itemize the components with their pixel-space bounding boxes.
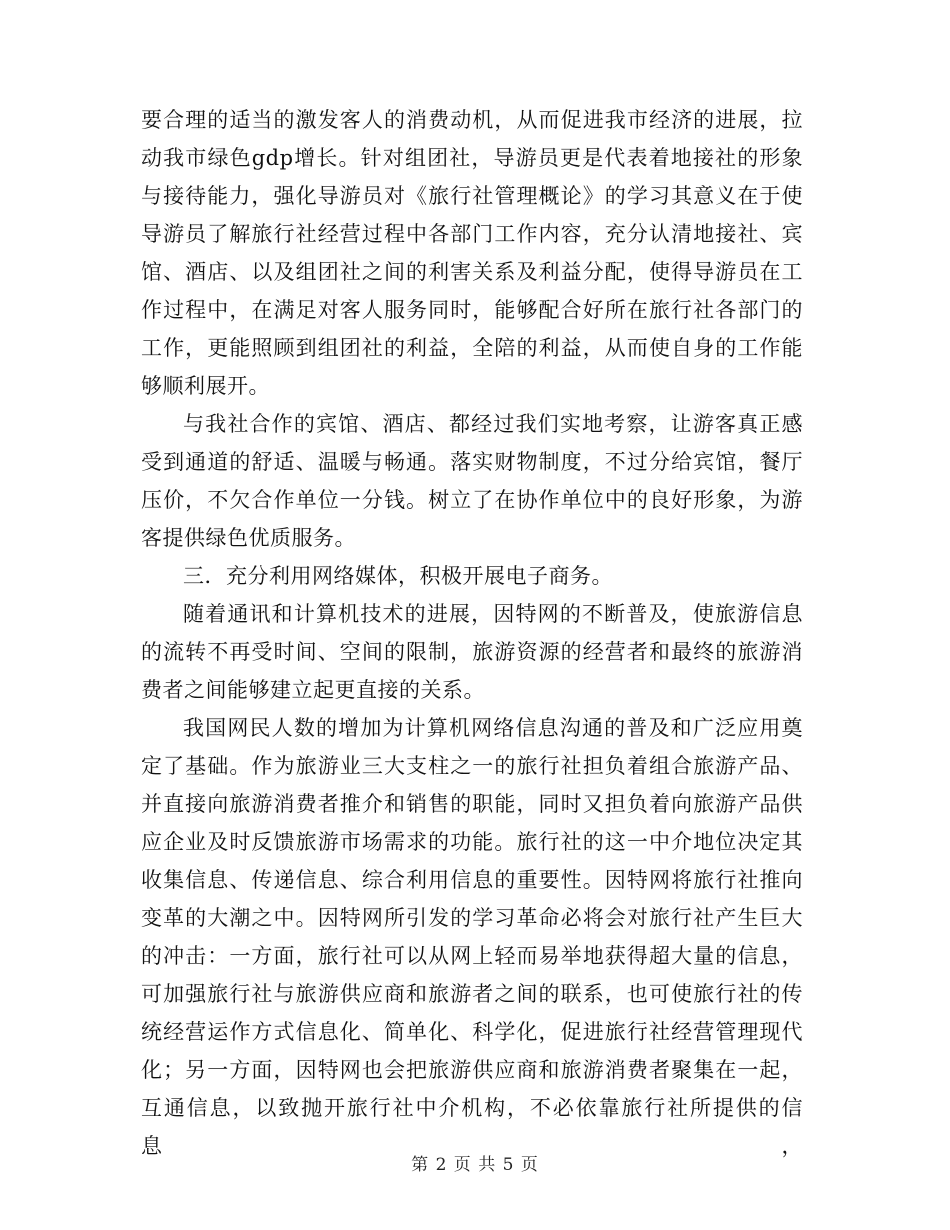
page-number-footer: 第 2 页 共 5 页 [411, 1155, 539, 1175]
text-line: 互通信息，以致抛开旅行社中介机构，不必依靠旅行社所提供的信息， [141, 1096, 803, 1158]
text-line: 化；另一方面，因特网也会把旅游供应商和旅游消费者聚集在一起， [141, 1058, 803, 1082]
text-line: 费者之间能够建立起更直接的关系。 [141, 678, 485, 702]
text-line: 与接待能力，强化导游员对《旅行社管理概论》的学习其意义在于使 [141, 184, 803, 208]
text-line: 收集信息、传递信息、综合利用信息的重要性。因特网将旅行社推向 [141, 868, 803, 892]
text-line: 受到通道的舒适、温暖与畅通。落实财物制度，不过分给宾馆，餐厅 [141, 450, 803, 474]
text-line: 要合理的适当的激发客人的消费动机，从而促进我市经济的进展，拉 [141, 108, 803, 132]
text-line: 随着通讯和计算机技术的进展，因特网的不断普及，使旅游信息 [183, 602, 803, 626]
text-line: 应企业及时反馈旅游市场需求的功能。旅行社的这一中介地位决定其 [141, 830, 803, 854]
text-line: 的流转不再受时间、空间的限制，旅游资源的经营者和最终的旅游消 [141, 640, 803, 664]
text-line: 可加强旅行社与旅游供应商和旅游者之间的联系，也可使旅行社的传 [141, 982, 803, 1006]
text-line: 工作，更能照顾到组团社的利益，全陪的利益，从而使自身的工作能 [141, 336, 803, 360]
text-line: 并直接向旅游消费者推介和销售的职能，同时又担负着向旅游产品供 [141, 792, 803, 816]
text-line: 三．充分利用网络媒体，积极开展电子商务。 [183, 564, 613, 588]
text-line: 变革的大潮之中。因特网所引发的学习革命必将会对旅行社产生巨大 [141, 906, 803, 930]
text-line: 作过程中，在满足对客人服务同时，能够配合好所在旅行社各部门的 [141, 298, 803, 322]
text-line: 统经营运作方式信息化、简单化、科学化，促进旅行社经营管理现代 [141, 1020, 803, 1044]
text-line: 与我社合作的宾馆、酒店、都经过我们实地考察，让游客真正感 [183, 412, 803, 436]
document-body [141, 101, 803, 1158]
text-line: 客提供绿色优质服务。 [141, 526, 356, 550]
text-line: 动我市绿色gdp增长。针对组团社，导游员更是代表着地接社的形象 [141, 146, 803, 170]
text-line: 馆、酒店、以及组团社之间的利害关系及利益分配，使得导游员在工 [141, 260, 803, 284]
text-line: 够顺利展开。 [141, 374, 270, 398]
text-line: 导游员了解旅行社经营过程中各部门工作内容，充分认清地接社、宾 [141, 222, 803, 246]
text-line: 定了基础。作为旅游业三大支柱之一的旅行社担负着组合旅游产品、 [141, 754, 803, 778]
text-line: 我国网民人数的增加为计算机网络信息沟通的普及和广泛应用奠 [183, 716, 803, 740]
text-line: 压价，不欠合作单位一分钱。树立了在协作单位中的良好形象，为游 [141, 488, 803, 512]
text-line: 的冲击：一方面，旅行社可以从网上轻而易举地获得超大量的信息， [141, 944, 803, 968]
